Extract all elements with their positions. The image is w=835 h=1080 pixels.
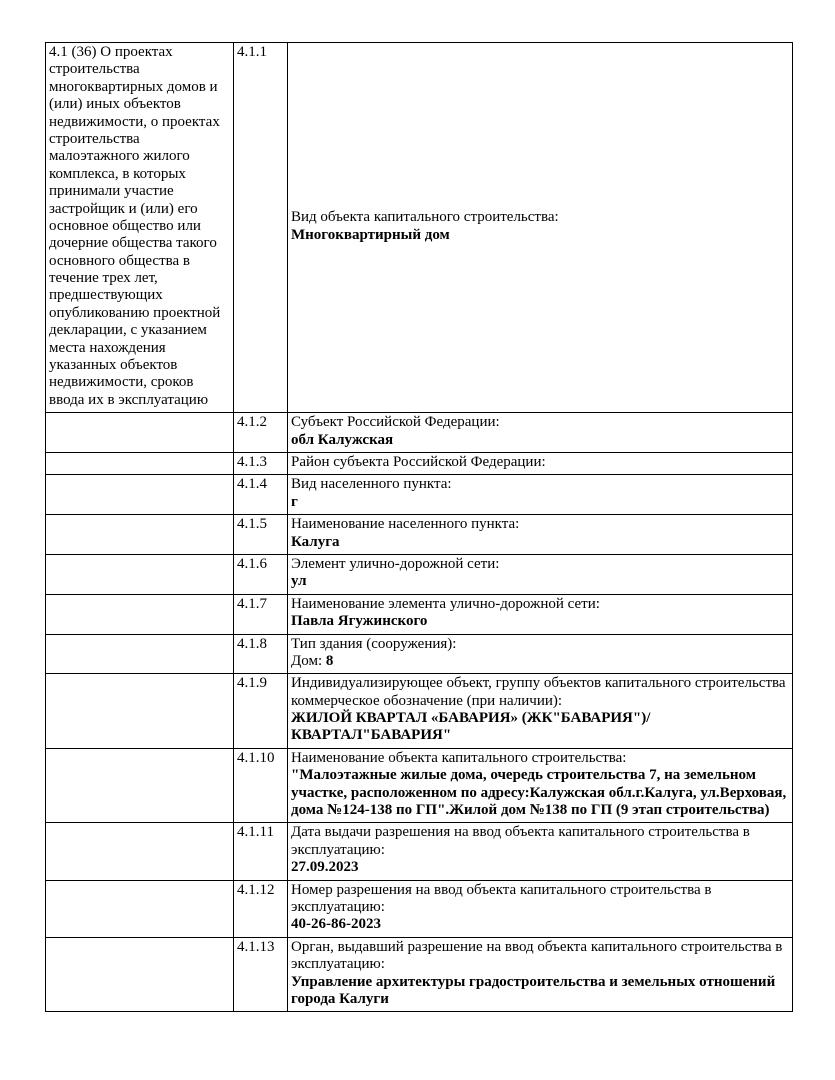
field-value [291, 710, 788, 745]
field-value [291, 974, 788, 1009]
field-value [291, 613, 788, 630]
field-label: Вид населенного пункта: [291, 476, 452, 493]
row-number: 4.1.5 [234, 515, 288, 555]
field-value-text: ЖИЛОЙ КВАРТАЛ «БАВАРИЯ» (ЖК"БАВАРИЯ")/КВАРТАЛ"БАВАРИЯ" [291, 710, 651, 744]
table-row [46, 634, 793, 674]
field-cell [288, 634, 793, 674]
field-cell [288, 748, 793, 823]
empty-description-cell [46, 452, 234, 474]
table-row [46, 452, 793, 474]
table-row [46, 475, 793, 515]
table-row [46, 515, 793, 555]
field-value [291, 534, 788, 551]
table-row [46, 748, 793, 823]
row-number: 4.1.6 [234, 554, 288, 594]
row-number: 4.1.4 [234, 475, 288, 515]
row-number: 4.1.12 [234, 880, 288, 937]
table-row [46, 594, 793, 634]
field-value [291, 916, 788, 933]
field-cell [288, 674, 793, 749]
empty-description-cell [46, 594, 234, 634]
field-cell [288, 937, 793, 1012]
field-value-text: 27.09.2023 [291, 859, 359, 876]
field-cell [288, 823, 793, 880]
field-value-text: Калуга [291, 533, 340, 550]
field-cell [288, 515, 793, 555]
field-cell [288, 43, 793, 413]
field-value [291, 653, 788, 670]
field-value-prefix: Дом: [291, 652, 326, 669]
field-cell [288, 554, 793, 594]
field-value [291, 432, 788, 449]
empty-description-cell [46, 634, 234, 674]
field-label: Индивидуализирующее объект, группу объектов капитального строительства коммерческое обозначение (при наличии): [291, 675, 786, 709]
field-cell [288, 880, 793, 937]
field-value-text: Павла Ягужинского [291, 613, 428, 630]
field-value-text: обл Калужская [291, 431, 394, 448]
field-cell [288, 475, 793, 515]
field-value-text: 8 [325, 652, 334, 669]
table-row [46, 554, 793, 594]
row-number: 4.1.10 [234, 748, 288, 823]
empty-description-cell [46, 554, 234, 594]
field-label: Район субъекта Российской Федерации: [291, 453, 546, 470]
field-value-text: Управление архитектуры градостроительства и земельных отношений города Калуги [291, 973, 776, 1007]
field-value [291, 859, 788, 876]
field-label: Субъект Российской Федерации: [291, 414, 500, 431]
field-value-text: 40-26-86-2023 [291, 916, 381, 933]
row-number: 4.1.3 [234, 452, 288, 474]
field-label: Элемент улично-дорожной сети: [291, 555, 500, 572]
empty-description-cell [46, 823, 234, 880]
field-cell [288, 452, 793, 474]
empty-description-cell [46, 413, 234, 453]
field-label: Наименование населенного пункта: [291, 516, 520, 533]
field-label: Тип здания (сооружения): [291, 635, 457, 652]
field-label: Номер разрешения на ввод объекта капитального строительства в эксплуатацию: [291, 881, 712, 915]
section-description-cell: 4.1 (36) О проектах строительства многоквартирных домов и (или) иных объектов недвижимости, о проектах строительства малоэтажного жилого комплекса, в которых принимали участие застройщик и (или) его основное общество или дочерние общества такого основного общества в течение трех лет, предшествующих опубликованию проектной декларации, с указанием места нахождения указанных объектов недвижимости, сроков ввода их в эксплуатацию [46, 43, 234, 413]
row-number: 4.1.1 [234, 43, 288, 413]
empty-description-cell [46, 937, 234, 1012]
field-value-text: ул [291, 573, 307, 590]
empty-description-cell [46, 748, 234, 823]
table-row [46, 43, 793, 413]
empty-description-cell [46, 515, 234, 555]
field-value [291, 494, 788, 511]
field-cell [288, 594, 793, 634]
field-value-text: "Малоэтажные жилые дома, очередь строительства 7, на земельном участке, расположенном по адресу:Калужская обл.г.Калуга, ул.Верховая, дома №124-138 по ГП".Жилой дом №138 по ГП (9 этап строительства) [291, 767, 787, 819]
field-label: Орган, выдавший разрешение на ввод объекта капитального строительства в эксплуатацию: [291, 938, 783, 973]
declaration-table [45, 42, 793, 1012]
field-cell [288, 413, 793, 453]
row-number: 4.1.13 [234, 937, 288, 1012]
field-value [291, 227, 788, 244]
field-label: Дата выдачи разрешения на ввод объекта капитального строительства в эксплуатацию: [291, 824, 750, 858]
row-number: 4.1.9 [234, 674, 288, 749]
table-row [46, 413, 793, 453]
empty-description-cell [46, 475, 234, 515]
field-value-text: Многоквартирный дом [291, 226, 450, 243]
row-number: 4.1.11 [234, 823, 288, 880]
table-row [46, 674, 793, 749]
row-number: 4.1.2 [234, 413, 288, 453]
table-row [46, 937, 793, 1012]
field-value [291, 573, 788, 590]
row-number: 4.1.8 [234, 634, 288, 674]
field-value-text: г [291, 493, 298, 510]
table-row [46, 823, 793, 880]
field-label: Вид объекта капитального строительства: [291, 209, 559, 226]
table-row [46, 880, 793, 937]
empty-description-cell [46, 674, 234, 749]
empty-description-cell [46, 880, 234, 937]
field-label: Наименование объекта капитального строительства: [291, 749, 627, 766]
table-body [46, 43, 793, 1012]
row-number: 4.1.7 [234, 594, 288, 634]
field-value [291, 767, 788, 819]
field-label: Наименование элемента улично-дорожной сети: [291, 595, 600, 612]
